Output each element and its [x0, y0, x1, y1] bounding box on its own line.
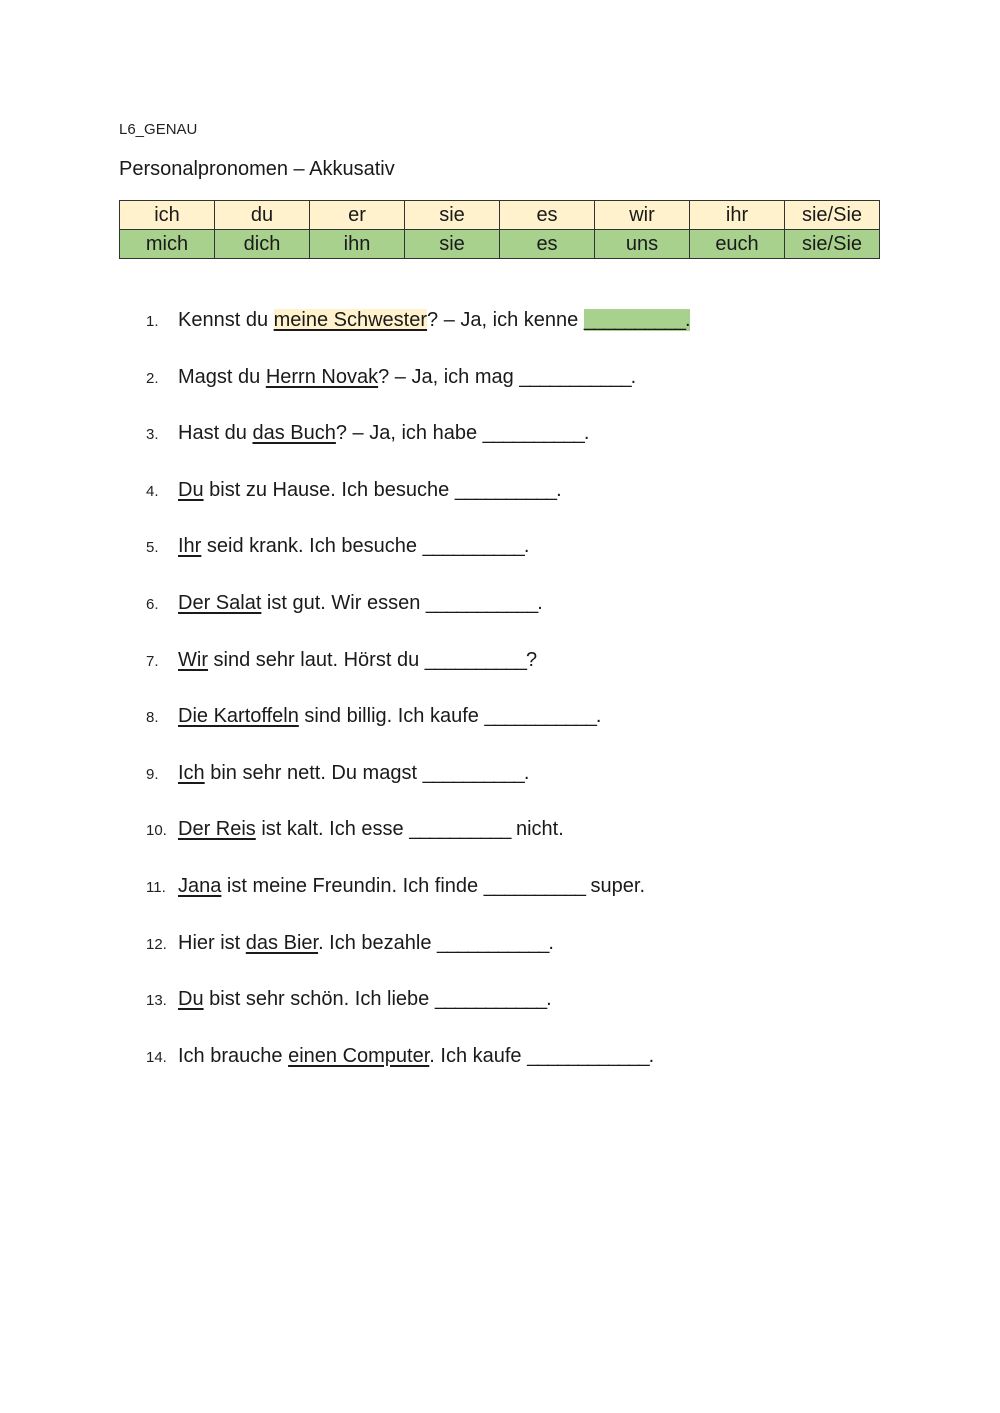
exercise-underlined-noun: Die Kartoffeln	[178, 705, 299, 728]
exercise-number: 7.	[146, 652, 159, 670]
answer-blank[interactable]: ___________	[519, 365, 631, 388]
exercise-item	[146, 357, 946, 414]
exercise-text: bist sehr schön. Ich liebe	[203, 988, 435, 1011]
answer-blank[interactable]: ___________	[425, 591, 538, 614]
exercise-text: ? – Ja, ich kenne	[427, 309, 584, 331]
exercise-list	[146, 300, 946, 1092]
exercise-underlined-noun: meine Schwester	[273, 309, 428, 331]
exercise-item	[146, 470, 946, 527]
exercise-item	[146, 923, 946, 980]
answer-blank[interactable]: __________	[422, 761, 524, 784]
exercise-number: 13.	[146, 992, 167, 1010]
exercise-number: 6.	[146, 595, 159, 613]
nominative-cell: sie	[405, 201, 500, 230]
page-title: Personalpronomen – Akkusativ	[119, 158, 395, 180]
exercise-text: ist meine Freundin. Ich finde	[221, 874, 484, 897]
nominative-cell: ihr	[690, 201, 785, 230]
answer-blank[interactable]: __________	[422, 535, 524, 558]
exercise-number: 14.	[146, 1048, 167, 1066]
nominative-cell: wir	[595, 201, 690, 230]
exercise-underlined-noun: Wir	[178, 648, 208, 671]
document-code: L6_GENAU	[119, 121, 198, 138]
exercise-item	[146, 696, 946, 753]
answer-blank[interactable]: __________	[409, 818, 511, 841]
accusative-cell: sie	[405, 230, 500, 259]
answer-blank[interactable]: ___________	[434, 988, 547, 1011]
pronoun-table	[119, 200, 880, 259]
exercise-item	[146, 866, 946, 923]
exercise-underlined-noun: Ihr	[178, 535, 202, 558]
exercise-number: 10.	[146, 822, 167, 840]
accusative-cell: euch	[690, 230, 785, 259]
exercise-text: Kennst du	[178, 309, 274, 331]
exercise-underlined-noun: das Buch	[252, 422, 336, 445]
exercise-item	[146, 300, 946, 357]
answer-blank[interactable]: __________	[454, 478, 557, 501]
accusative-cell: sie/Sie	[785, 230, 880, 259]
exercise-text: .	[583, 422, 590, 445]
nominative-cell: er	[310, 201, 405, 230]
nominative-cell: sie/Sie	[785, 201, 880, 230]
nominative-cell: ich	[120, 201, 215, 230]
exercise-underlined-noun: einen Computer	[288, 1044, 430, 1067]
exercise-number: 1.	[146, 313, 159, 330]
exercise-text: . Ich bezahle	[318, 931, 438, 954]
exercise-text: .	[546, 988, 552, 1011]
exercise-text: . Ich kaufe	[429, 1044, 528, 1067]
exercise-text: Hast du	[178, 422, 253, 445]
exercise-text: ? – Ja, ich habe	[335, 422, 483, 445]
exercise-text: Hier ist	[178, 931, 246, 954]
exercise-item	[146, 809, 946, 866]
answer-blank[interactable]: __________	[482, 422, 584, 445]
answer-blank[interactable]: ___________	[437, 931, 549, 954]
exercise-text: .	[537, 591, 543, 614]
exercise-text: ist gut. Wir essen	[261, 591, 426, 614]
exercise-underlined-noun: Der Reis	[178, 818, 256, 841]
exercise-text: sind sehr laut. Hörst du	[207, 648, 425, 671]
answer-blank[interactable]: ___________	[484, 705, 596, 728]
exercise-text: super.	[584, 874, 646, 897]
exercise-underlined-noun: Ich	[178, 761, 205, 784]
exercise-underlined-noun: Herrn Novak	[265, 365, 379, 388]
exercise-item	[146, 640, 946, 697]
exercise-item	[146, 979, 946, 1036]
accusative-cell: mich	[120, 230, 215, 259]
exercise-number: 12.	[146, 935, 167, 953]
exercise-item	[146, 583, 946, 640]
exercise-text: .	[595, 705, 602, 728]
exercise-item	[146, 413, 946, 470]
exercise-text: .	[630, 365, 637, 388]
nominative-row	[120, 201, 880, 230]
exercise-text: Magst du	[178, 365, 266, 388]
exercise-item	[146, 753, 946, 810]
exercise-number: 3.	[146, 426, 159, 444]
exercise-text: ist kalt. Ich esse	[255, 818, 410, 841]
exercise-number: 2.	[146, 369, 159, 387]
accusative-cell: dich	[215, 230, 310, 259]
exercise-text: seid krank. Ich besuche	[201, 535, 423, 558]
nominative-cell: du	[215, 201, 310, 230]
exercise-text: .	[523, 761, 530, 784]
answer-blank[interactable]: __________.	[583, 309, 690, 331]
exercise-text: Ich brauche	[178, 1044, 289, 1067]
answer-blank[interactable]: __________	[483, 874, 585, 897]
accusative-row	[120, 230, 880, 259]
nominative-cell: es	[500, 201, 595, 230]
exercise-text: ? – Ja, ich mag	[378, 365, 520, 388]
exercise-text: .	[548, 931, 554, 954]
exercise-underlined-noun: das Bier	[245, 931, 319, 954]
answer-blank[interactable]: ____________	[527, 1044, 649, 1067]
exercise-underlined-noun: Jana	[178, 874, 222, 897]
accusative-cell: ihn	[310, 230, 405, 259]
exercise-number: 9.	[146, 765, 159, 783]
exercise-text: bin sehr nett. Du magst	[204, 761, 423, 784]
exercise-text: bist zu Hause. Ich besuche	[203, 478, 455, 501]
exercise-item	[146, 1036, 946, 1093]
exercise-text: nicht.	[510, 818, 564, 841]
exercise-text: sind billig. Ich kaufe	[298, 705, 485, 728]
exercise-text: .	[523, 535, 530, 558]
answer-blank[interactable]: __________	[424, 648, 526, 671]
accusative-cell: es	[500, 230, 595, 259]
exercise-number: 11.	[146, 878, 166, 896]
exercise-number: 5.	[146, 539, 159, 557]
exercise-underlined-noun: Du	[178, 988, 204, 1011]
accusative-cell: uns	[595, 230, 690, 259]
exercise-text: .	[556, 478, 562, 501]
exercise-number: 8.	[146, 709, 159, 727]
exercise-text: .	[648, 1044, 655, 1067]
exercise-number: 4.	[146, 482, 159, 500]
exercise-text: ?	[526, 648, 538, 671]
exercise-underlined-noun: Der Salat	[178, 591, 262, 614]
exercise-item	[146, 526, 946, 583]
exercise-underlined-noun: Du	[178, 478, 204, 501]
